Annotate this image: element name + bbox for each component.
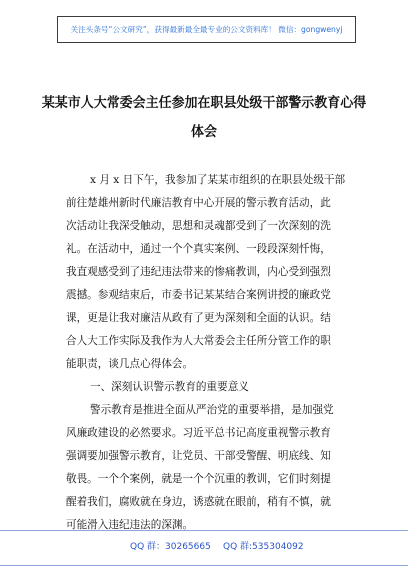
header-banner-text: 关注头条号“公文研究”，获得最新最全最专业的公文资料库！ 微信：gongwenyj: [70, 25, 343, 34]
paragraph-line: 次活动让我深受触动，思想和灵魂都受到了一次深刻的洗: [66, 220, 331, 232]
header-banner-box: [57, 16, 356, 43]
paragraph-line: 警示教育是推进全面从严治党的重要举措，是加强党: [90, 404, 334, 416]
footer: [0, 530, 408, 553]
paragraph-line: 可能滑入违纪违法的深渊。: [66, 519, 194, 531]
paragraph-line: 前往楚雄州新时代廉洁教育中心开展的警示教育活动，此: [66, 197, 331, 209]
paragraph-line: 我直观感受到了违纪违法带来的惨痛教训，内心受到强烈: [66, 266, 331, 278]
document-title-line-1: 某某市人大常委会主任参加在职县处级干部警示教育心得: [41, 95, 367, 111]
footer-bottom-rule: [0, 565, 408, 566]
paragraph-line: x 月 x 日下午，我参加了某某市组织的在职县处级干部: [90, 174, 346, 186]
paragraph-line: 强调要加强警示教育，让党员、干部受警醒、明底线、知: [66, 450, 331, 462]
paragraph-line: 能职责，谈几点心得体会。: [66, 358, 194, 370]
footer-qq-group-2: QQ 群:535304092: [223, 542, 304, 552]
paragraph-line: 风廉政建设的必然要求。习近平总书记高度重视警示教育: [66, 427, 331, 439]
document-title-line-2: 体会: [191, 124, 217, 140]
section-heading: 一、深刻认识警示教育的重要意义: [90, 381, 249, 393]
paragraph-line: 醒着我们，腐败就在身边，诱惑就在眼前，稍有不慎，就: [66, 496, 331, 508]
paragraph-line: 礼。在活动中，通过一个个真实案例、一段段深刻忏悔，: [66, 243, 331, 255]
paragraph-line: 合人大工作实际及我作为人大常委会主任所分管工作的职: [66, 335, 331, 347]
footer-qq-group-1: QQ 群：30265665: [130, 542, 211, 552]
paragraph-line: 敬畏。一个个案例，就是一个个沉重的教训，它们时刻提: [66, 473, 331, 485]
paragraph-line: 课，更是让我对廉洁从政有了更为深刻和全面的认识。结: [66, 312, 331, 324]
paragraph-line: 震撼。参观结束后，市委书记某某结合案例讲授的廉政党: [66, 289, 331, 301]
